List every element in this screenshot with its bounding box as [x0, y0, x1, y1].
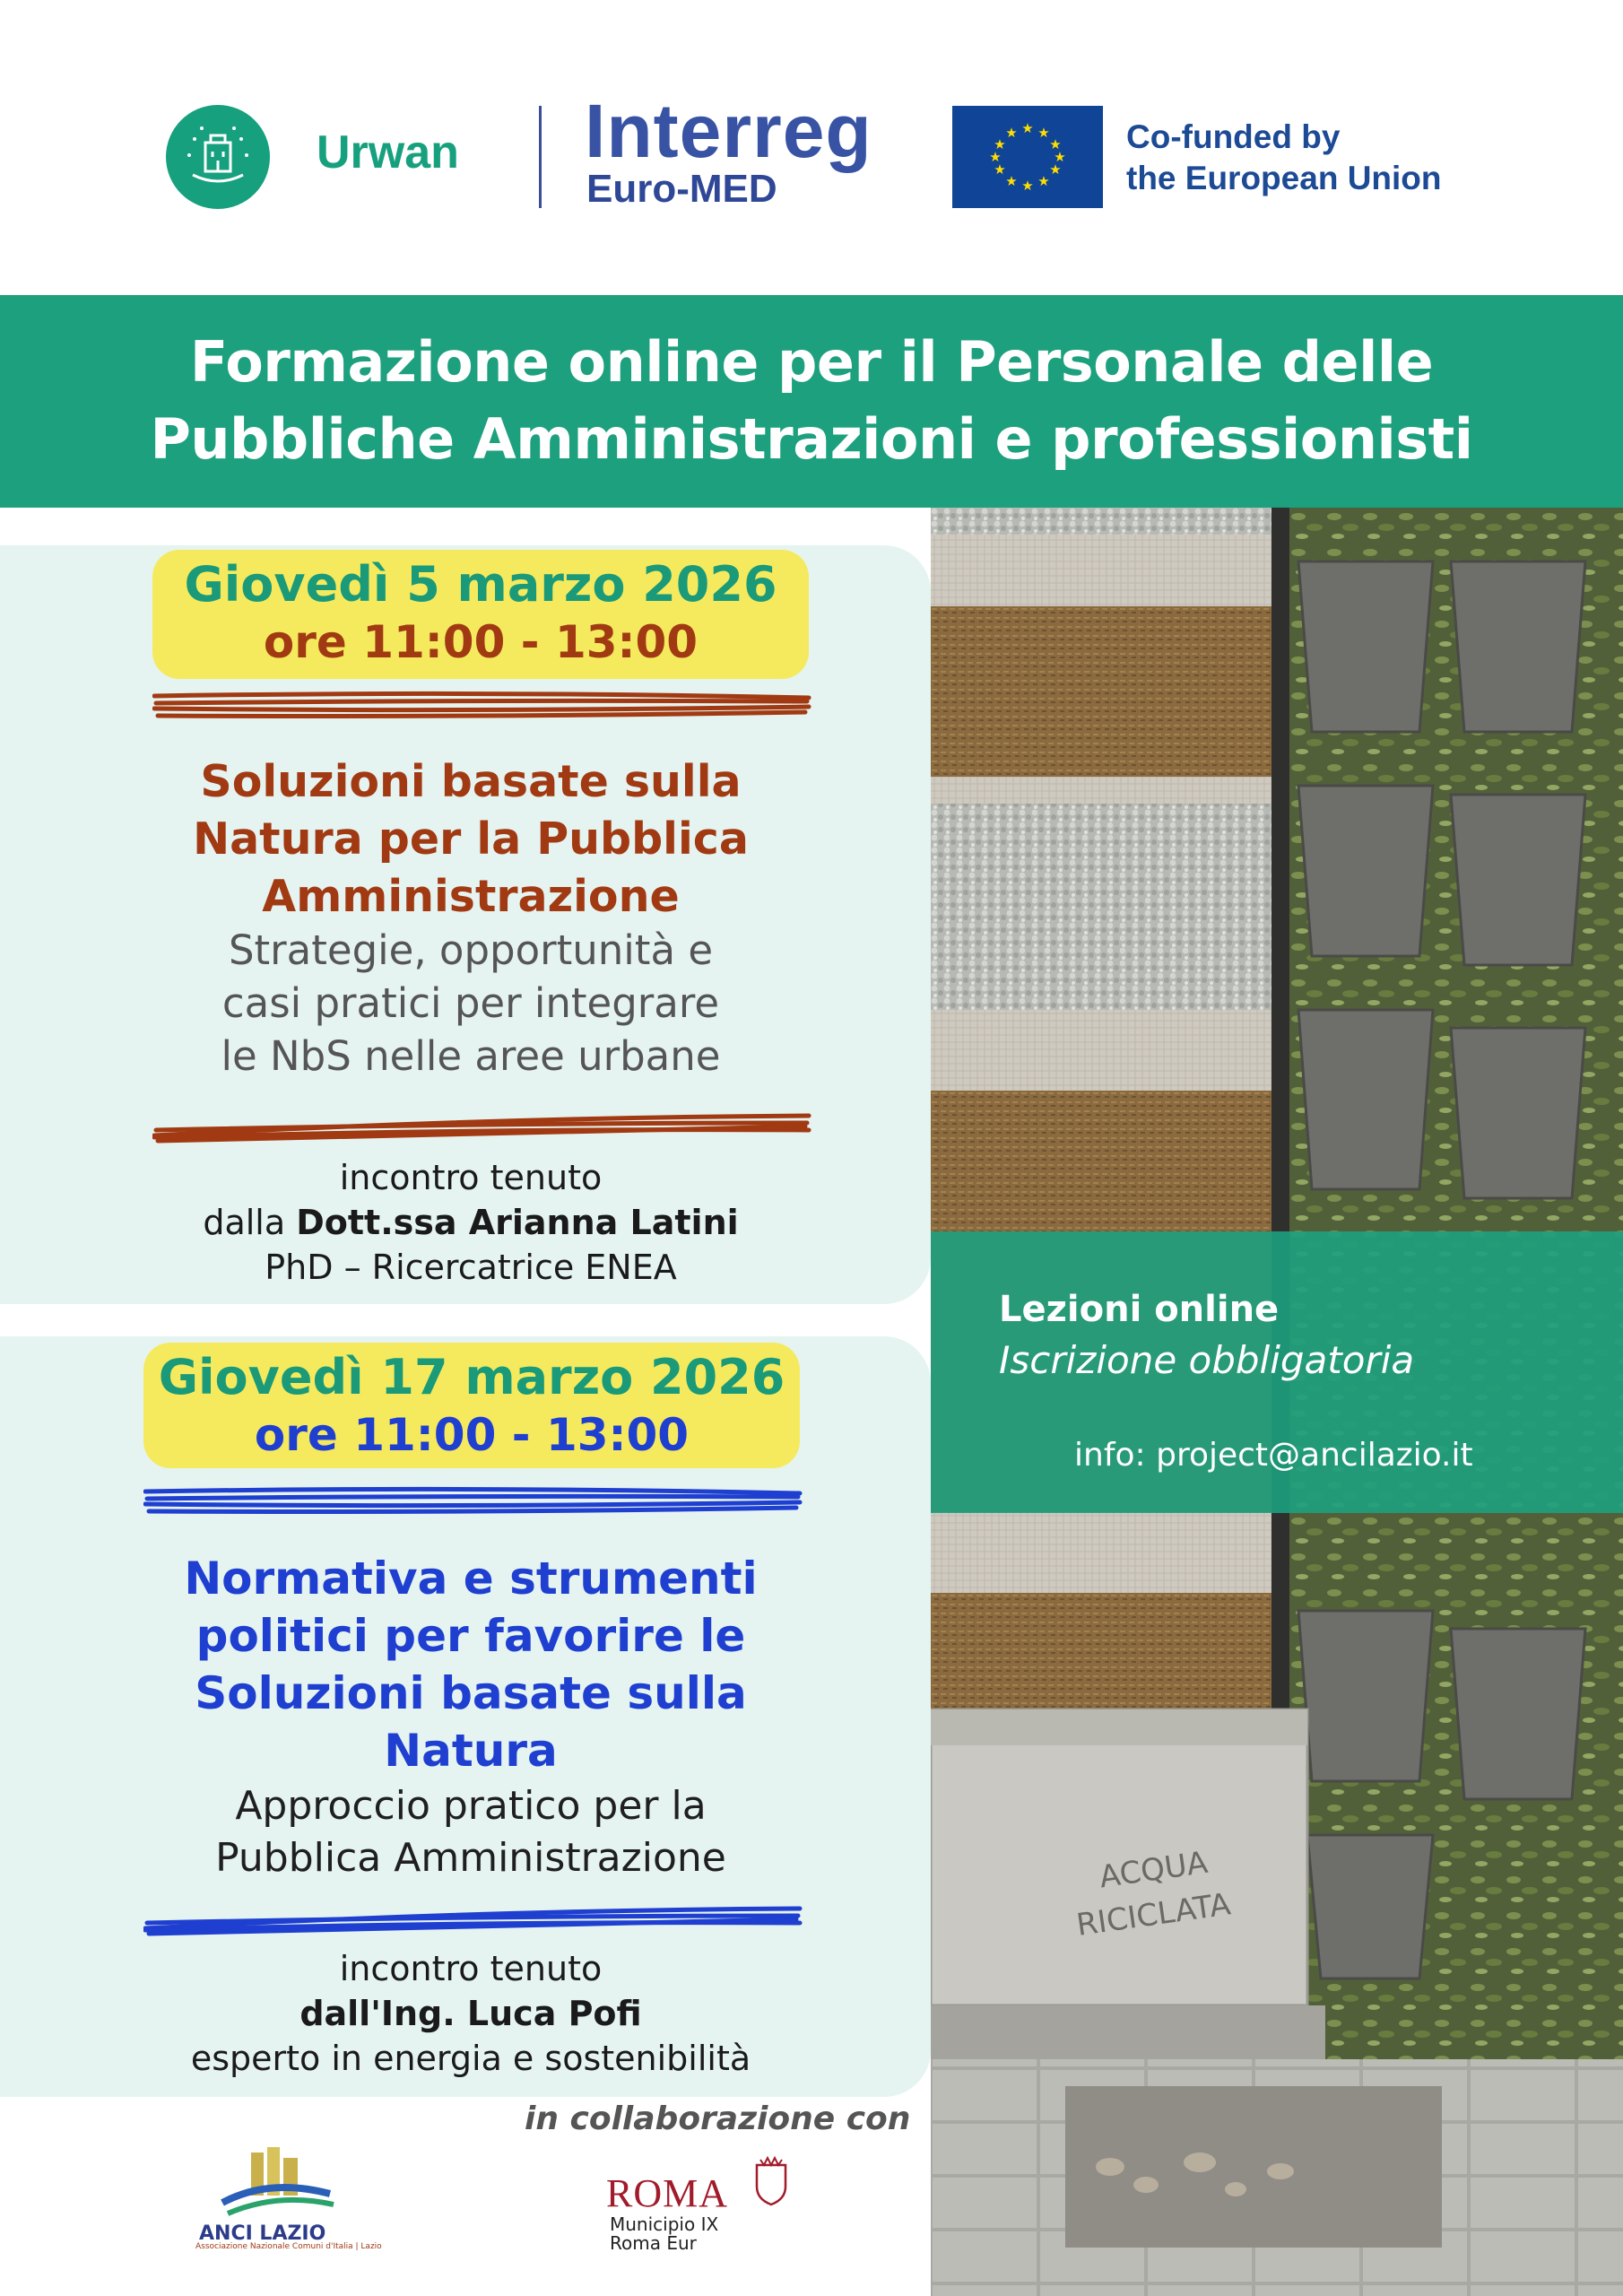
- cofunded-line2: the European Union: [1126, 160, 1442, 196]
- cofunded-line1: Co-funded by: [1126, 118, 1341, 155]
- roma-crest-icon: [753, 2156, 789, 2210]
- interreg-wordmark: Interreg: [585, 89, 872, 173]
- event2-subtitle-line1: Approccio pratico per la: [235, 1783, 707, 1829]
- event1-title: [90, 753, 852, 926]
- svg-text:★: ★: [1005, 173, 1018, 189]
- event2-time: ore 11:00 - 13:00: [254, 1409, 690, 1461]
- event1-subtitle-line3: le NbS nelle aree urbane: [221, 1032, 721, 1080]
- event2-speaker-name: dall'Ing. Luca Pofi: [299, 1994, 642, 2033]
- event2-date: Giovedì 17 marzo 2026: [158, 1349, 785, 1405]
- info-email-link[interactable]: info: project@ancilazio.it: [1074, 1437, 1473, 1474]
- svg-text:★: ★: [1005, 125, 1018, 141]
- collaboration-label: in collaborazione con: [525, 2100, 911, 2137]
- event1-speaker-role: PhD – Ricercatrice ENEA: [265, 1248, 677, 1287]
- svg-text:★: ★: [1049, 136, 1062, 152]
- event2-title-line1: Normativa e strumenti: [184, 1552, 758, 1605]
- event1-speaker-intro: incontro tenuto: [339, 1158, 603, 1197]
- cofunded-text: [1126, 117, 1442, 199]
- svg-text:★: ★: [994, 161, 1006, 178]
- event2-subtitle: [90, 1780, 852, 1884]
- roma-wordmark: ROMA: [606, 2171, 729, 2215]
- banner-title-line2: Pubbliche Amministrazioni e professionisti: [150, 406, 1473, 472]
- event1-date: Giovedì 5 marzo 2026: [184, 556, 777, 613]
- event1-title-line3: Amministrazione: [262, 871, 680, 922]
- event1-speaker-prefix: dalla: [203, 1203, 297, 1242]
- roma-municipio-line1: Municipio IX: [610, 2213, 719, 2235]
- iscrizione-obbligatoria: Iscrizione obbligatoria: [999, 1338, 1415, 1382]
- svg-text:★: ★: [1054, 149, 1066, 165]
- event1-title-line1: Soluzioni basate sulla: [200, 756, 742, 807]
- event1-time: ore 11:00 - 13:00: [263, 616, 699, 668]
- event1-title-line2: Natura per la Pubblica: [193, 813, 749, 865]
- event2-title-line3: Soluzioni basate sulla: [195, 1667, 747, 1719]
- header-divider: [539, 106, 542, 208]
- anci-lazio-label: ANCI LAZIO: [199, 2222, 326, 2245]
- event2-title-line2: politici per favorire le: [195, 1610, 746, 1662]
- lezioni-online: Lezioni online: [999, 1289, 1280, 1330]
- anci-lazio-subtitle: Associazione Nazionale Comuni d'Italia | Lazio: [195, 2242, 382, 2251]
- urwan-logo-icon: [166, 105, 270, 209]
- event2-speaker-role: esperto in energia e sostenibilità: [190, 2039, 751, 2078]
- event1-scribble-bottom: [152, 1110, 812, 1146]
- anci-lazio-logo-icon: [215, 2142, 341, 2226]
- event1-date-box: [152, 550, 809, 679]
- title-banner: [0, 295, 1623, 508]
- event1-scribble-top: [152, 689, 812, 725]
- event1-subtitle-line2: casi pratici per integrare: [221, 979, 720, 1027]
- event2-speaker: [90, 1946, 852, 2081]
- eu-flag-icon: [952, 106, 1103, 208]
- svg-text:★: ★: [1021, 120, 1034, 136]
- event1-subtitle: [90, 924, 852, 1083]
- event1-speaker: [90, 1155, 852, 1290]
- banner-title: [0, 324, 1623, 478]
- event1-subtitle-line1: Strategie, opportunità e: [228, 926, 714, 974]
- banner-title-line1: Formazione online per il Personale delle: [189, 329, 1434, 395]
- roma-municipio-line2: Roma Eur: [610, 2232, 697, 2254]
- svg-text:★: ★: [1049, 161, 1062, 178]
- event2-scribble-bottom: [143, 1903, 803, 1939]
- event1-speaker-name: Dott.ssa Arianna Latini: [296, 1203, 739, 1242]
- svg-text:★: ★: [1037, 125, 1050, 141]
- svg-text:★: ★: [994, 136, 1006, 152]
- tank-label-line1: ACQUA: [1097, 1844, 1211, 1896]
- event2-scribble-top: [143, 1484, 803, 1520]
- event2-title-line4: Natura: [384, 1725, 558, 1777]
- tank-label-line2: RICICLATA: [1074, 1886, 1233, 1944]
- roma-municipio: [610, 2215, 718, 2253]
- svg-text:★: ★: [1021, 178, 1034, 194]
- event2-title: [90, 1550, 852, 1779]
- event2-subtitle-line2: Pubblica Amministrazione: [215, 1835, 726, 1881]
- euromed-wordmark: Euro-MED: [586, 167, 777, 211]
- urwan-wordmark: Urwan: [317, 126, 459, 178]
- event1-speaker-line: [90, 1200, 852, 1245]
- event2-date-box: [143, 1343, 800, 1468]
- svg-text:★: ★: [989, 149, 1002, 165]
- event2-speaker-intro: incontro tenuto: [339, 1949, 603, 1988]
- svg-text:★: ★: [1037, 173, 1050, 189]
